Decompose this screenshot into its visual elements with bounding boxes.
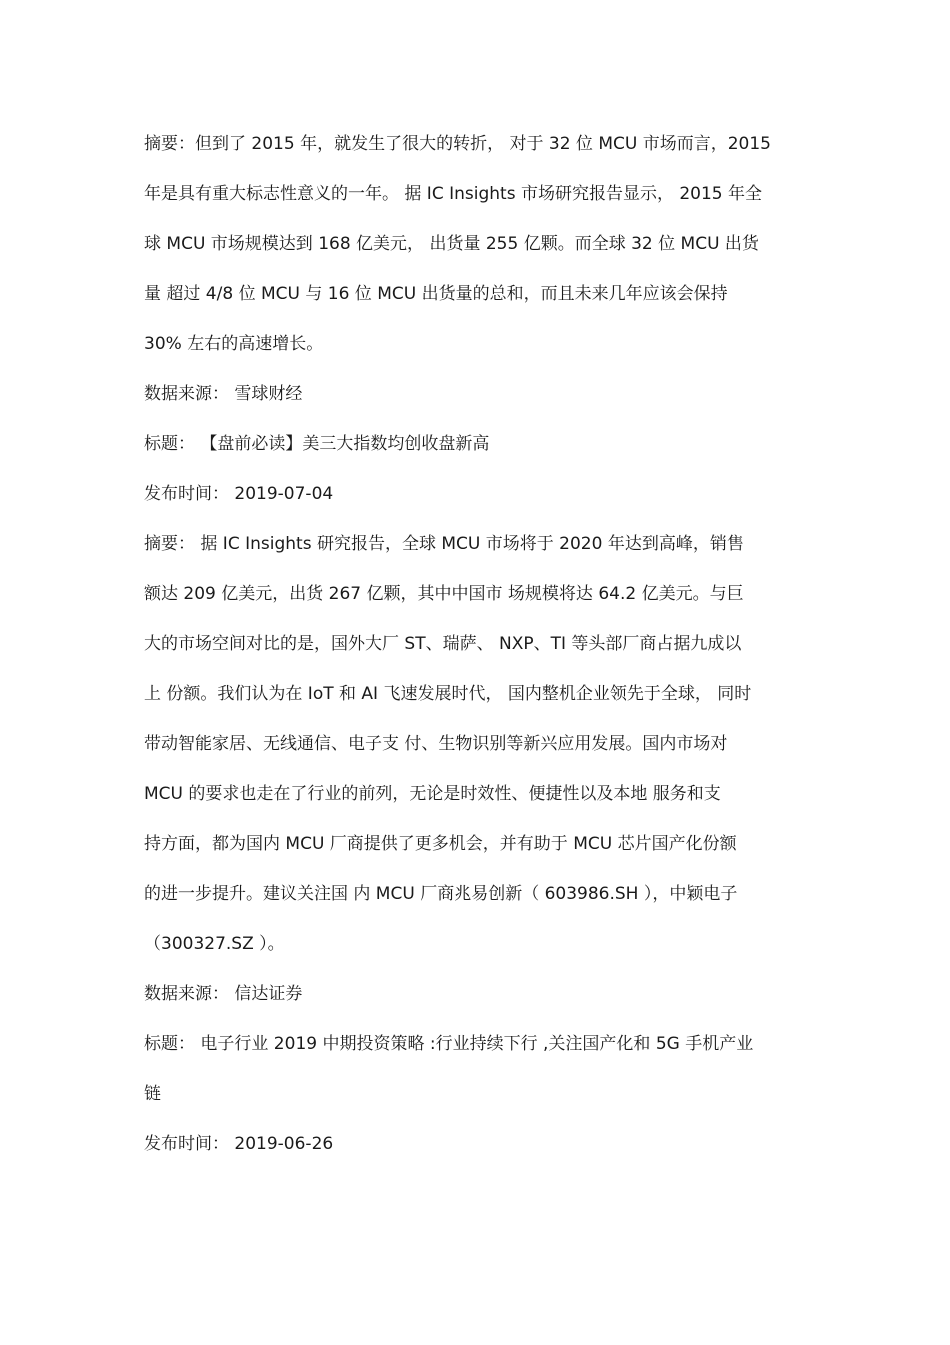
article-title-continued: 链 xyxy=(144,1084,161,1104)
text-line: 量 超过 4/8 位 MCU 与 16 位 MCU 出货量的总和，而且未来几年应该会保持 xyxy=(144,284,728,304)
data-source-label: 数据来源： 信达证券 xyxy=(144,984,303,1004)
text-line: 额达 209 亿美元，出货 267 亿颗，其中中国市 场规模将达 64.2 亿美元。与巨 xyxy=(144,584,744,604)
article-title: 标题： 电子行业 2019 中期投资策略 :行业持续下行 ,关注国产化和 5G 手机产业 xyxy=(144,1034,754,1054)
text-line: 摘要： 据 IC Insights 研究报告，全球 MCU 市场将于 2020 年达到高峰，销售 xyxy=(144,534,744,554)
article-title: 标题： 【盘前必读】美三大指数均创收盘新高 xyxy=(144,434,490,454)
text-line: 球 MCU 市场规模达到 168 亿美元， 出货量 255 亿颗。而全球 32 位 MCU 出货 xyxy=(144,234,759,254)
publish-date: 发布时间： 2019-06-26 xyxy=(144,1134,334,1154)
text-line: 持方面，都为国内 MCU 厂商提供了更多机会，并有助于 MCU 芯片国产化份额 xyxy=(144,834,737,854)
text-line: 带动智能家居、无线通信、电子支 付、生物识别等新兴应用发展。国内市场对 xyxy=(144,734,728,754)
text-line: 大的市场空间对比的是，国外大厂 ST、瑞萨、 NXP、TI 等头部厂商占据九成以 xyxy=(144,634,742,654)
data-source-label: 数据来源： 雪球财经 xyxy=(144,384,303,404)
text-line: 30% 左右的高速增长。 xyxy=(144,334,324,354)
text-line: 摘要：但到了 2015 年，就发生了很大的转折， 对于 32 位 MCU 市场而言，2015 xyxy=(144,134,771,154)
text-line: 上 份额。我们认为在 IoT 和 AI 飞速发展时代， 国内整机企业领先于全球， 同时 xyxy=(144,684,752,704)
text-line: 年是具有重大标志性意义的一年。 据 IC Insights 市场研究报告显示， 2015 年全 xyxy=(144,184,763,204)
text-line: MCU 的要求也走在了行业的前列，无论是时效性、便捷性以及本地 服务和支 xyxy=(144,784,721,804)
publish-date: 发布时间： 2019-07-04 xyxy=(144,484,334,504)
text-line: 的进一步提升。建议关注国 内 MCU 厂商兆易创新（ 603986.SH ），中颖电子 xyxy=(144,884,738,904)
text-line: （300327.SZ ）。 xyxy=(144,934,285,954)
